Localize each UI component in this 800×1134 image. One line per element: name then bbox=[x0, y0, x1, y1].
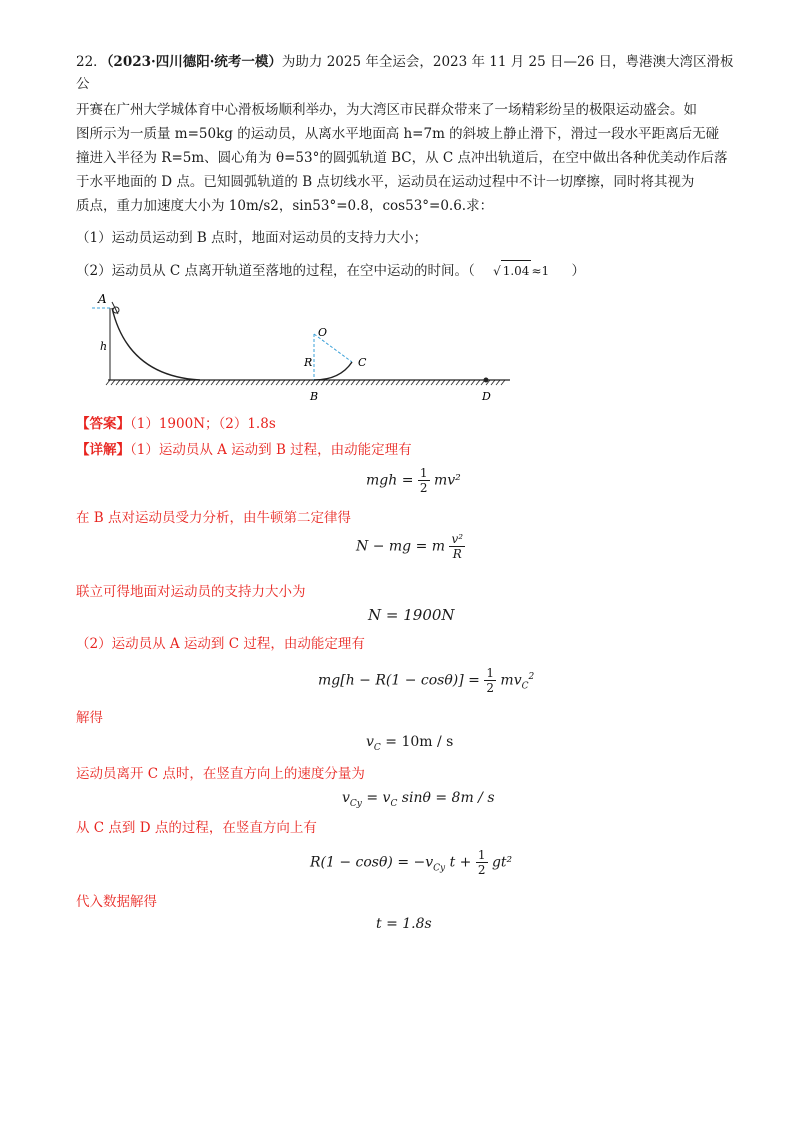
slope-curve bbox=[112, 308, 200, 380]
solution-step-6: 运动员离开 C 点时，在竖直方向上的速度分量为 bbox=[76, 766, 365, 782]
label-a: A bbox=[98, 292, 107, 306]
eq1-left: mgh = bbox=[366, 472, 414, 489]
label-r: R bbox=[304, 356, 313, 369]
question-line-3: 图所示为一质量 m=50kg 的运动员，从离水平地面高 h=7m 的斜坡上静止滑下，滑过一段水平距离后无碰 bbox=[76, 126, 720, 142]
sqrt-radicand: 1.04 bbox=[501, 260, 532, 281]
equation-5: $v_C = 10m / s$ bbox=[366, 734, 454, 753]
question-source: （2023·四川德阳·统考一模） bbox=[106, 54, 282, 70]
eq7-fraction: $\frac{1}{2}$ bbox=[477, 848, 486, 877]
solution-tag: 【详解】 bbox=[76, 442, 130, 458]
solution-step-5: 解得 bbox=[76, 710, 103, 726]
question-line-2: 开赛在广州大学城体育中心滑板场顺利举办，为大湾区市民群众带来了一场精彩纷呈的极限运动盛会。如 bbox=[76, 102, 697, 118]
eq4-left: mg[h − R(1 − cosθ)] = bbox=[318, 672, 480, 689]
label-d: D bbox=[482, 390, 491, 403]
equation-4: mg[h − R(1 − cosθ)] = $\frac{1}{2}$ $mv_C^2$ bbox=[318, 666, 535, 695]
question-line-5: 于水平地面的 D 点。已知圆弧轨道的 B 点切线水平，运动员在运动过程中不计一切摩擦，同时将其视为 bbox=[76, 174, 695, 190]
solution-step-7: 从 C 点到 D 点的过程，在竖直方向上有 bbox=[76, 820, 317, 836]
answer-line bbox=[76, 414, 276, 434]
solution-step-8: 代入数据解得 bbox=[76, 894, 157, 910]
equation-8: t = 1.8s bbox=[376, 916, 432, 932]
eq4-right: mv bbox=[500, 672, 522, 689]
sub-question-2-close: ） bbox=[571, 263, 585, 279]
sqrt-hint-rest: ≈1 bbox=[531, 264, 550, 278]
question-line-1b: 公 bbox=[76, 76, 90, 92]
sub-question-2-text: （2）运动员从 C 点离开轨道至落地的过程，在空中运动的时间。（ bbox=[76, 263, 475, 279]
equation-2 bbox=[356, 532, 465, 561]
equation-6: $v_{Cy} = v_C$ sinθ = 8m / s bbox=[342, 790, 495, 809]
eq4-fraction: $\frac{1}{2}$ bbox=[486, 666, 494, 695]
physics-figure bbox=[78, 288, 518, 406]
solution-step-1: （1）运动员从 A 运动到 B 过程，由动能定理有 bbox=[130, 442, 412, 458]
label-c: C bbox=[358, 356, 367, 369]
solution-step-4: （2）运动员从 A 运动到 C 过程，由动能定理有 bbox=[76, 636, 365, 652]
eq1-fraction: $\frac{1}{2}$ bbox=[419, 466, 428, 495]
label-h: h bbox=[100, 340, 108, 353]
question-number: 22． bbox=[76, 54, 107, 70]
label-b: B bbox=[310, 390, 319, 403]
equation-3: N = 1900N bbox=[368, 606, 455, 624]
eq2-fraction: $\frac{\text{v²}}{R}$ bbox=[451, 532, 464, 561]
question-line-4: 撞进入半径为 R=5m、圆心角为 θ=53°的圆弧轨道 BC，从 C 点冲出轨道后，在空中做出各种优美动作后落 bbox=[76, 150, 728, 166]
equation-7: $R(1 - \cos\theta) = -v_{Cy}$ t + $\frac{1}{2}$ gt² bbox=[310, 848, 513, 877]
question-line-1 bbox=[76, 52, 734, 72]
question-intro: 为助力 2025 年全运会，2023 年 11 月 25 日—26 日，粤港澳大湾区滑板 bbox=[281, 54, 734, 70]
sqrt-hint: √ 1.04 ≈1 bbox=[493, 264, 549, 278]
answer-tag: 【答案】 bbox=[76, 416, 130, 432]
solution-step-3: 联立可得地面对运动员的支持力大小为 bbox=[76, 584, 306, 600]
point-d bbox=[484, 378, 489, 383]
ground-hatching bbox=[106, 380, 505, 385]
eq2-left: N − mg = m bbox=[356, 538, 446, 555]
label-o: O bbox=[318, 326, 328, 339]
sub-question-1: （1）运动员运动到 B 点时，地面对运动员的支持力大小； bbox=[76, 230, 428, 246]
answer-text: （1）1900N；（2）1.8s bbox=[130, 416, 276, 432]
equation-1 bbox=[366, 466, 461, 495]
eq1-right: mv² bbox=[433, 472, 461, 489]
sub-question-2 bbox=[76, 260, 585, 281]
solution-line-1 bbox=[76, 440, 412, 460]
question-line-6: 质点，重力加速度大小为 10m/s2，sin53°=0.8，cos53°=0.6.求： bbox=[76, 198, 494, 214]
solution-step-2: 在 B 点对运动员受力分析，由牛顿第二定律得 bbox=[76, 510, 352, 526]
arc-bc bbox=[314, 362, 352, 380]
